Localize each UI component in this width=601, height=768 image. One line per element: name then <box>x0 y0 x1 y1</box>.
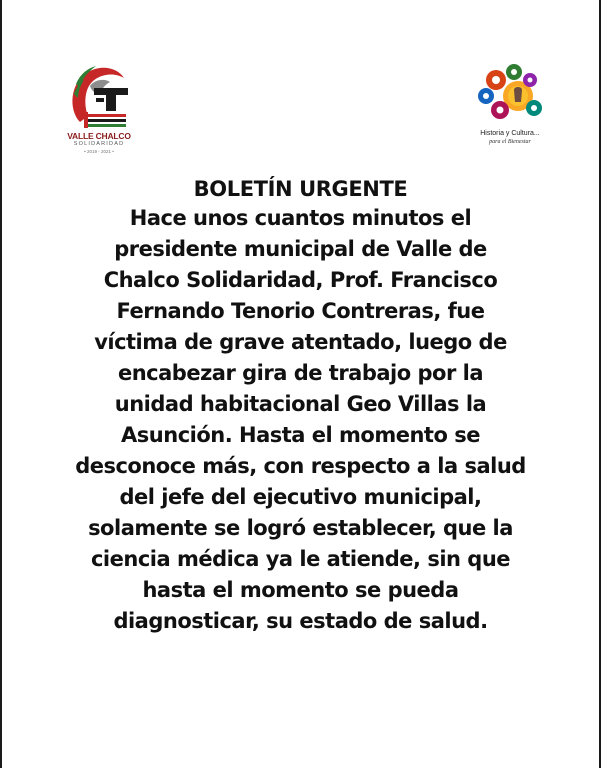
valle-chalco-emblem-icon <box>58 60 140 132</box>
bulletin-line: víctima de grave atentado, luego de <box>94 330 507 354</box>
logo-title: VALLE CHALCO <box>67 131 131 141</box>
logo-years: • 2019 - 2021 • <box>84 149 114 154</box>
bulletin-line: ciencia médica ya le atiende, sin que <box>90 547 511 571</box>
bulletin-line: diagnosticar, su estado de salud. <box>113 609 488 633</box>
logo-subtitle: para el Bienestar <box>489 139 531 145</box>
bulletin-line: desconoce más, con respecto a la salud <box>75 454 526 478</box>
bulletin-line: hasta el momento se pueda <box>142 578 459 602</box>
bulletin-line: Asunción. Hasta el momento se <box>121 423 480 447</box>
valle-chalco-logo <box>58 60 140 168</box>
logo-subtitle: SOLIDARIDAD <box>73 141 125 147</box>
bulletin-body <box>40 203 561 637</box>
bulletin-line: del jefe del ejecutivo municipal, <box>119 485 482 509</box>
bulletin-line: Hace unos cuantos minutos el <box>129 206 472 230</box>
bulletin-line: solamente se logró establecer, que la <box>88 516 513 540</box>
bulletin-line: Fernando Tenorio Contreras, fue <box>116 299 485 323</box>
bulletin-title: BOLETÍN URGENTE <box>193 177 408 201</box>
bulletin-line: presidente municipal de Valle de <box>114 237 487 261</box>
bulletin-line: unidad habitacional Geo Villas la <box>114 392 487 416</box>
bulletin-line: encabezar gira de trabajo por la <box>117 361 483 385</box>
logo-title: Historia y Cultura... <box>480 130 540 137</box>
bulletin <box>40 175 561 637</box>
historia-y-cultura-logo <box>470 58 550 158</box>
gears-emblem-icon <box>470 58 550 130</box>
bulletin-line: Chalco Solidaridad, Prof. Francisco <box>103 268 498 292</box>
